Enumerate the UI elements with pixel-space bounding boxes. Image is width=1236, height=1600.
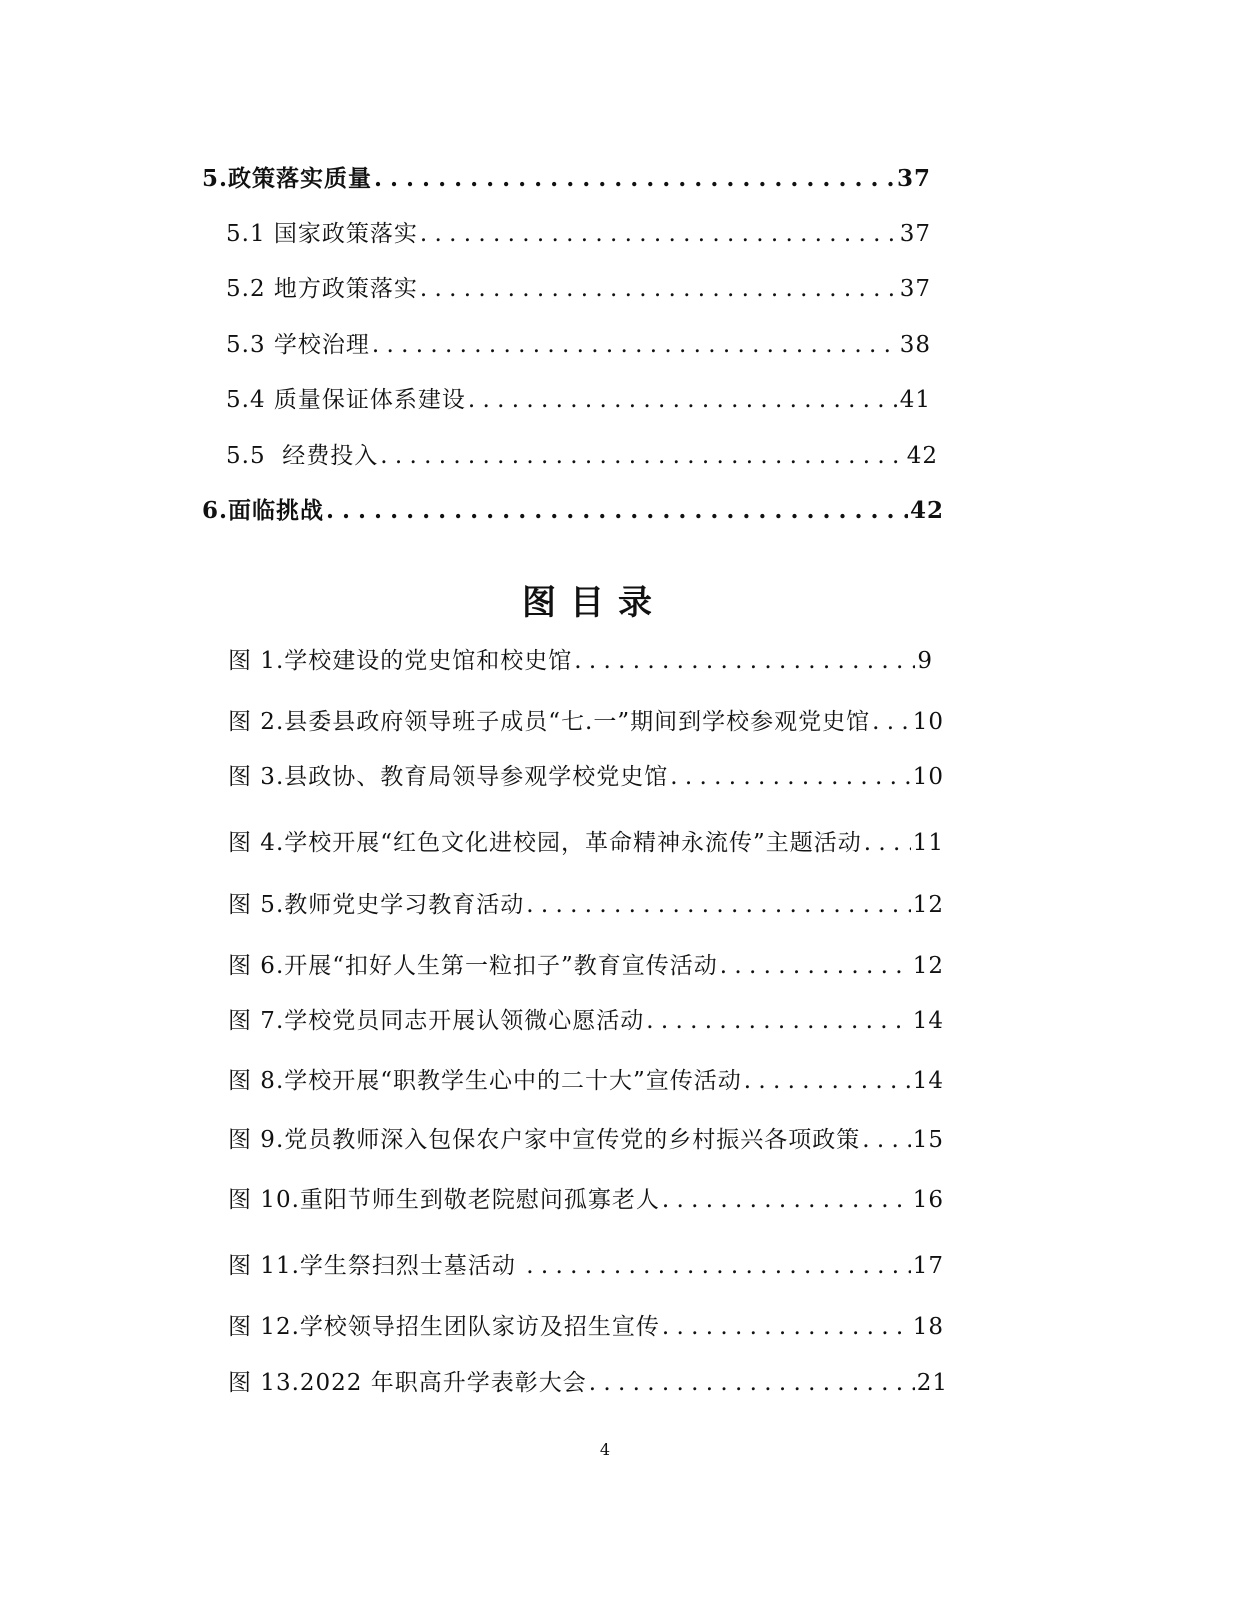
figure-entry-8[interactable]: [228, 1066, 944, 1096]
figure-entry-page: 12: [912, 892, 944, 918]
figure-entry-label: 图 12.学校领导招生团队家访及招生宣传: [228, 1314, 660, 1340]
dot-leader: [372, 330, 898, 360]
figure-entry-label: 图 5.教师党史学习教育活动: [228, 892, 525, 918]
dot-leader: [670, 762, 910, 792]
dot-leader: [326, 496, 908, 526]
toc-entry-page: 37: [896, 165, 931, 192]
toc-entry-6[interactable]: [202, 496, 944, 526]
dot-leader: [380, 441, 905, 471]
toc-entry-5-3[interactable]: [226, 330, 931, 360]
figure-entry-6[interactable]: [228, 951, 944, 981]
dot-leader: [526, 1251, 911, 1281]
toc-entry-page: 37: [899, 221, 931, 247]
toc-entry-label: 5.3 学校治理: [226, 332, 370, 358]
figure-entry-page: 12: [912, 953, 944, 979]
toc-entry-label: 5.5 经费投入: [226, 443, 379, 469]
figure-entry-label: 图 13.2022 年职高升学表彰大会: [228, 1370, 587, 1396]
figure-entry-page: 17: [912, 1253, 944, 1279]
dot-leader: [589, 1368, 915, 1398]
toc-entry-label: 6.面临挑战: [202, 497, 325, 524]
figure-entry-5[interactable]: [228, 890, 944, 920]
dot-leader: [744, 1066, 911, 1096]
figure-entry-page: 14: [912, 1068, 944, 1094]
dot-leader: [862, 1125, 910, 1155]
figure-entry-1[interactable]: [228, 646, 933, 676]
figure-entry-label: 图 6.开展“扣好人生第一粒扣子”教育宣传活动: [228, 953, 718, 979]
figure-entry-4[interactable]: [228, 828, 944, 858]
dot-leader: [720, 951, 911, 981]
toc-entry-5-5[interactable]: [226, 441, 938, 471]
figure-entry-12[interactable]: [228, 1312, 944, 1342]
toc-entry-page: 42: [909, 497, 944, 524]
figure-entry-label: 图 11.学生祭扫烈士墓活动: [228, 1253, 525, 1279]
figure-entry-label: 图 10.重阳节师生到敬老院慰问孤寡老人: [228, 1187, 660, 1213]
figure-entry-page: 18: [912, 1314, 944, 1340]
figure-entry-page: 10: [912, 764, 944, 790]
figure-entry-3[interactable]: [228, 762, 944, 792]
dot-leader: [420, 219, 898, 249]
dot-leader: [420, 274, 898, 304]
figure-entry-label: 图 8.学校开展“职教学生心中的二十大”宣传活动: [228, 1068, 742, 1094]
figure-entry-label: 图 1.学校建设的党史馆和校史馆: [228, 648, 573, 674]
figure-entry-11[interactable]: [228, 1251, 944, 1281]
page-number: 4: [599, 1440, 611, 1459]
figure-entry-label: 图 2.县委县政府领导班子成员“七.一”期间到学校参观党史馆: [228, 709, 871, 735]
figure-entry-label: 图 3.县政协、教育局领导参观学校党史馆: [228, 764, 669, 790]
dot-leader: [662, 1312, 911, 1342]
figure-entry-page: 11: [912, 830, 944, 856]
figure-entry-label: 图 7.学校党员同志开展认领微心愿活动: [228, 1008, 645, 1034]
toc-entry-5-1[interactable]: [226, 219, 931, 249]
figure-list-title: 图目录: [522, 583, 666, 623]
dot-leader: [864, 828, 911, 858]
figure-entry-7[interactable]: [228, 1006, 944, 1036]
toc-entry-label: 5.政策落实质量: [202, 165, 373, 192]
toc-entry-5-2[interactable]: [226, 274, 931, 304]
dot-leader: [574, 646, 915, 676]
toc-entry-5-4[interactable]: [226, 385, 931, 415]
toc-entry-page: 41: [899, 387, 931, 413]
dot-leader: [526, 890, 910, 920]
figure-entry-page: 21: [916, 1370, 948, 1396]
figure-entry-10[interactable]: [228, 1185, 944, 1215]
figure-entry-label: 图 4.学校开展“红色文化进校园，革命精神永流传”主题活动: [228, 830, 862, 856]
dot-leader: [468, 385, 898, 415]
toc-entry-page: 37: [899, 276, 931, 302]
figure-entry-label: 图 9.党员教师深入包保农户家中宣传党的乡村振兴各项政策: [228, 1127, 861, 1153]
dot-leader: [662, 1185, 911, 1215]
toc-entry-label: 5.4 质量保证体系建设: [226, 387, 466, 413]
toc-entry-label: 5.1 国家政策落实: [226, 221, 418, 247]
figure-entry-page: 16: [912, 1187, 944, 1213]
toc-entry-page: 38: [899, 332, 931, 358]
dot-leader: [374, 164, 895, 194]
figure-entry-page: 15: [912, 1127, 944, 1153]
figure-entry-page: 10: [912, 709, 944, 735]
figure-entry-page: 14: [912, 1008, 944, 1034]
figure-entry-9[interactable]: [228, 1125, 944, 1155]
dot-leader: [646, 1006, 910, 1036]
figure-entry-13[interactable]: [228, 1368, 948, 1398]
toc-entry-label: 5.2 地方政策落实: [226, 276, 418, 302]
dot-leader: [872, 707, 911, 737]
figure-entry-2[interactable]: [228, 707, 944, 737]
figure-entry-page: 9: [917, 648, 933, 674]
toc-entry-page: 42: [906, 443, 938, 469]
toc-entry-5[interactable]: [202, 164, 931, 194]
